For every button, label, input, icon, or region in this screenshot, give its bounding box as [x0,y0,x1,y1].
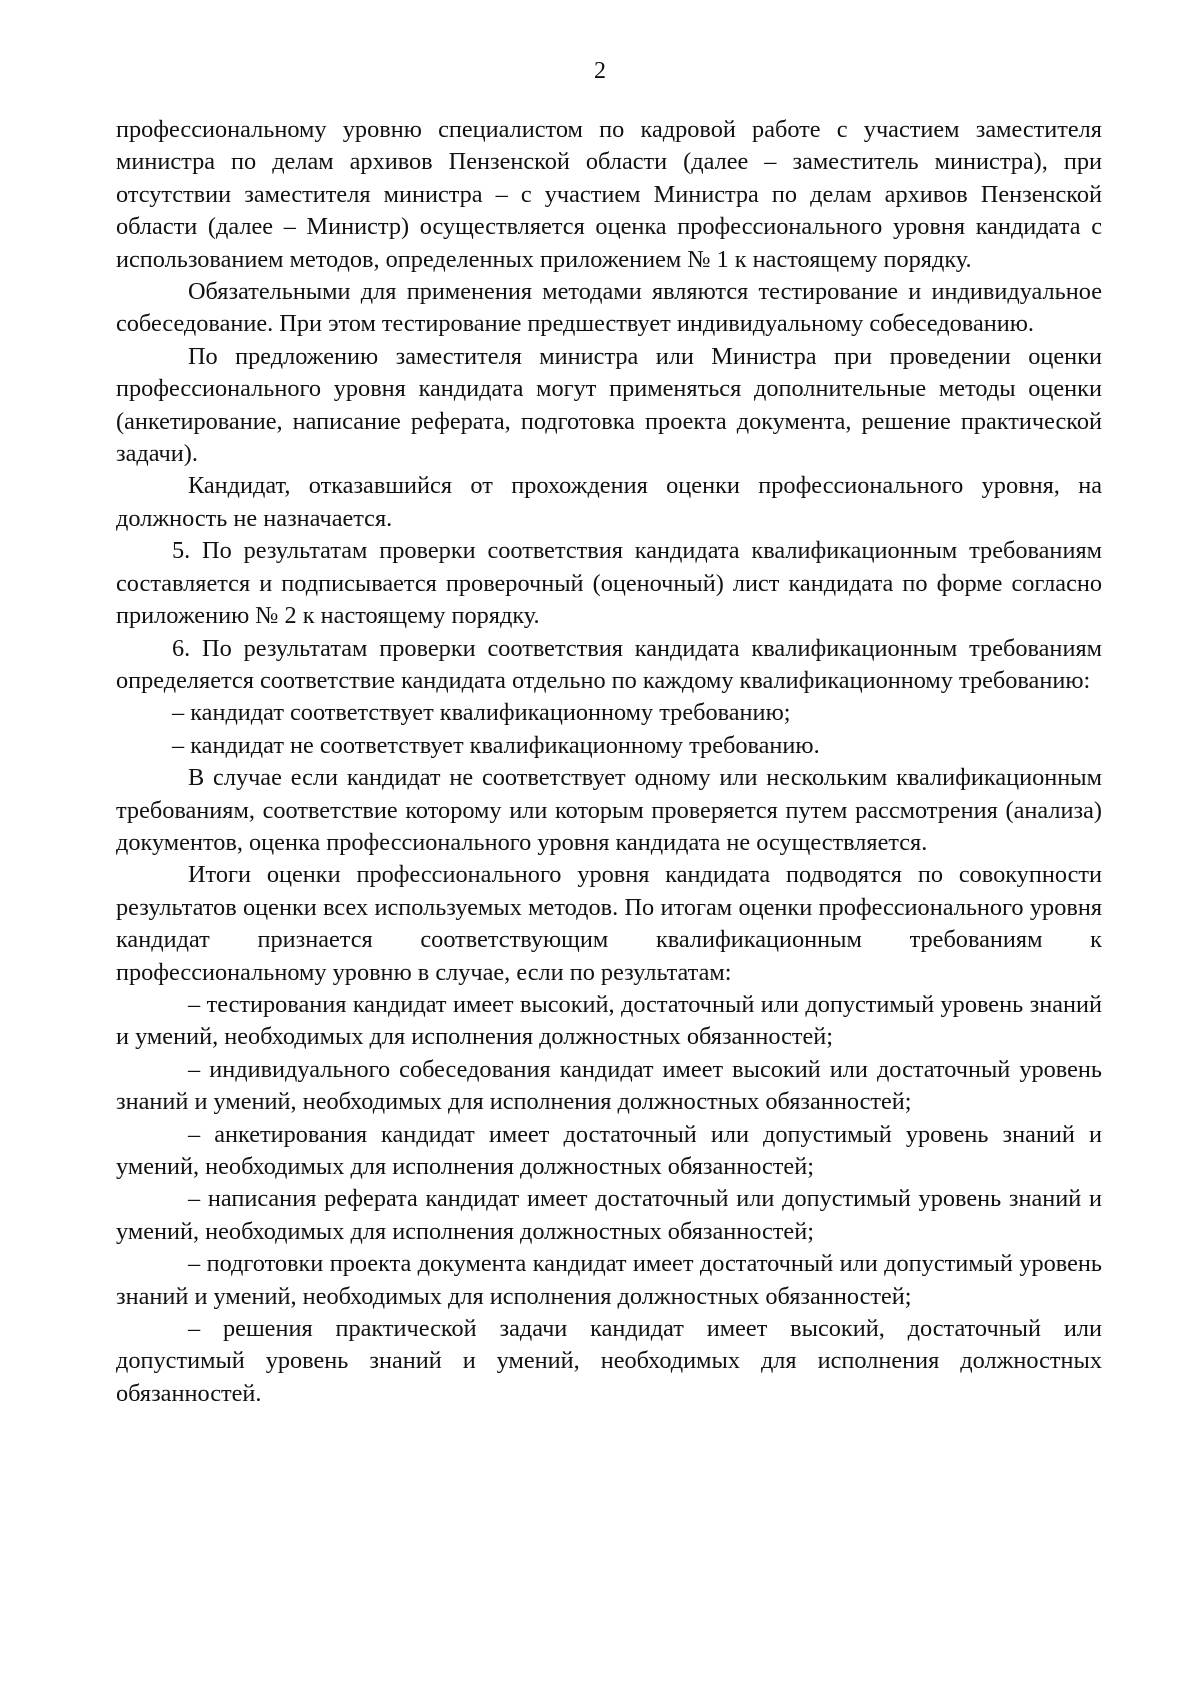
document-body [116,114,1102,1410]
list-item-meets-requirement: – кандидат соответствует квалификационному требованию; [172,699,791,727]
paragraph-mandatory-methods: Обязательными для применения методами являются тестирование и индивидуальное собеседование. При этом тестирование предшествует индивидуальному собеседованию. [116,278,1102,338]
list-item-testing: – тестирования кандидат имеет высокий, достаточный или допустимый уровень знаний и умений, необходимых для исполнения должностных обязанностей; [116,990,1102,1051]
list-item-not-meets-requirement: – кандидат не соответствует квалификационному требованию. [172,731,820,759]
list-item-interview: – индивидуального собеседования кандидат имеет высокий или достаточный уровень знаний и умений, необходимых для исполнения должностных обязанностей; [116,1055,1102,1116]
paragraph-item-6: 6. По результатам проверки соответствия кандидата квалификационным требованиям определяется соответствие кандидата отдельно по каждому квалификационному требованию: [116,634,1102,694]
list-item-questionnaire: – анкетирования кандидат имеет достаточный или допустимый уровень знаний и умений, необходимых для исполнения должностных обязанностей; [116,1120,1102,1180]
paragraph-item-5: 5. По результатам проверки соответствия кандидата квалификационным требованиям составляется и подписывается проверочный (оценочный) лист кандидата по форме согласно приложению № 2 к настоящему порядку. [116,537,1102,630]
paragraph-results-summary: Итоги оценки профессионального уровня кандидата подводятся по совокупности результатов оценки всех используемых методов. По итогам оценки профессионального уровня кандидат признается соответствующим квалификационным требованиям к профессиональному уровню в случае, если по результатам: [116,861,1102,986]
list-item-essay: – написания реферата кандидат имеет достаточный или допустимый уровень знаний и умений, необходимых для исполнения должностных обязанностей; [116,1185,1102,1245]
list-item-practical-task: – решения практической задачи кандидат имеет высокий, достаточный или допустимый уровень знаний и умений, необходимых для исполнения должностных обязанностей. [116,1315,1102,1407]
paragraph-non-compliance: В случае если кандидат не соответствует одному или нескольким квалификационным требованиям, соответствие которому или которым проверяется путем рассмотрения (анализа) документов, оценка профессионального уровня кандидата не осуществляется. [116,764,1102,856]
paragraph-refusal: Кандидат, отказавшийся от прохождения оценки профессионального уровня, на должность не назначается. [116,472,1102,532]
paragraph-intro-continuation: профессиональному уровню специалистом по кадровой работе с участием заместителя министра по делам архивов Пензенской области (далее – заместитель министра), при отсутствии заместителя министра – с участием Министра по делам архивов Пензенской области (далее – Министр) осуществляется оценка профессионального уровня кандидата с использованием методов, определенных приложением № 1 к настоящему порядку. [116,116,1102,273]
list-item-draft-document: – подготовки проекта документа кандидат имеет достаточный или допустимый уровень знаний и умений, необходимых для исполнения должностных обязанностей; [116,1250,1102,1310]
page-number: 2 [594,58,606,84]
paragraph-additional-methods: По предложению заместителя министра или Министра при проведении оценки профессионального уровня кандидата могут применяться дополнительные методы оценки (анкетирование, написание реферата, подготовка проекта документа, решение практической задачи). [116,342,1102,468]
